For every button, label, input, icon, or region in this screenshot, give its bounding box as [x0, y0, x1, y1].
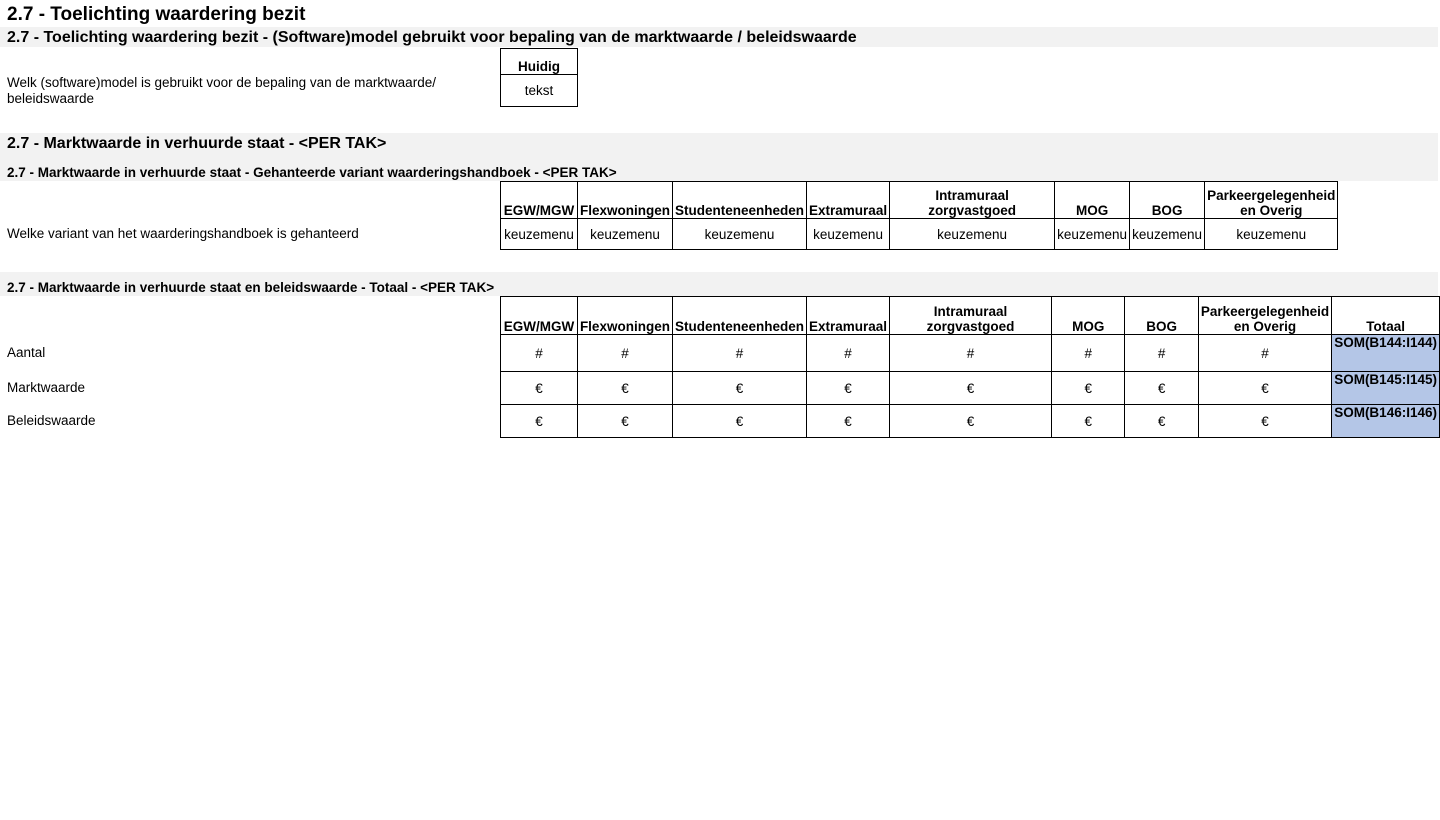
variant-col-mog: MOG	[1055, 182, 1130, 219]
variant-col-egw-mgw: EGW/MGW	[501, 182, 578, 219]
marktwaarde-cell-bog[interactable]: €	[1125, 372, 1198, 405]
variant-select-egw-mgw[interactable]: keuzemenu	[501, 219, 578, 250]
variant-select-parkeer[interactable]: keuzemenu	[1205, 219, 1338, 250]
marktwaarde-cell-mog[interactable]: €	[1052, 372, 1125, 405]
variant-select-extramuraal[interactable]: keuzemenu	[807, 219, 890, 250]
row-label-aantal: Aantal	[7, 345, 46, 360]
total-col-parkeer: Parkeergelegenheid en Overig	[1198, 297, 1331, 335]
total-col-flexwoningen: Flexwoningen	[577, 297, 672, 335]
model-table	[500, 48, 578, 107]
variant-col-studenteneenheden: Studenteneenheden	[673, 182, 807, 219]
variant-select-intramuraal[interactable]: keuzemenu	[890, 219, 1055, 250]
aantal-cell-egw-mgw[interactable]: #	[501, 335, 578, 372]
total-col-totaal: Totaal	[1332, 297, 1440, 335]
total-col-mog: MOG	[1052, 297, 1125, 335]
aantal-cell-flexwoningen[interactable]: #	[577, 335, 672, 372]
variant-table	[500, 181, 1338, 250]
variant-col-parkeer: Parkeergelegenheid en Overig	[1205, 182, 1338, 219]
marktwaarde-cell-parkeer[interactable]: €	[1198, 372, 1331, 405]
variant-question-label: Welke variant van het waarderingshandboek is gehanteerd	[7, 226, 359, 241]
total-col-studenteneenheden: Studenteneenheden	[672, 297, 806, 335]
variant-select-bog[interactable]: keuzemenu	[1130, 219, 1205, 250]
table-row	[501, 335, 1440, 372]
marktwaarde-cell-extramuraal[interactable]: €	[806, 372, 889, 405]
marktwaarde-cell-studenteneenheden[interactable]: €	[672, 372, 806, 405]
beleidswaarde-cell-egw-mgw[interactable]: €	[501, 405, 578, 438]
model-question-label: Welk (software)model is gebruikt voor de bepaling van de marktwaarde/ beleidswaarde	[7, 75, 436, 106]
beleidswaarde-cell-mog[interactable]: €	[1052, 405, 1125, 438]
variant-select-flexwoningen[interactable]: keuzemenu	[578, 219, 673, 250]
row-label-marktwaarde: Marktwaarde	[7, 380, 86, 395]
beleidswaarde-cell-extramuraal[interactable]: €	[806, 405, 889, 438]
model-column-header: Huidig	[501, 49, 578, 75]
marktwaarde-total-cell[interactable]: SOM(B145:I145)	[1332, 372, 1440, 405]
total-col-bog: BOG	[1125, 297, 1198, 335]
variant-col-bog: BOG	[1130, 182, 1205, 219]
aantal-cell-mog[interactable]: #	[1052, 335, 1125, 372]
beleidswaarde-total-cell[interactable]: SOM(B146:I146)	[1332, 405, 1440, 438]
variant-select-mog[interactable]: keuzemenu	[1055, 219, 1130, 250]
marktwaarde-cell-flexwoningen[interactable]: €	[577, 372, 672, 405]
variant-col-flexwoningen: Flexwoningen	[578, 182, 673, 219]
variant-col-intramuraal: Intramuraal zorgvastgoed	[890, 182, 1055, 219]
total-col-egw-mgw: EGW/MGW	[501, 297, 578, 335]
row-label-beleidswaarde: Beleidswaarde	[7, 413, 96, 428]
total-col-intramuraal: Intramuraal zorgvastgoed	[890, 297, 1052, 335]
aantal-cell-studenteneenheden[interactable]: #	[672, 335, 806, 372]
total-col-extramuraal: Extramuraal	[806, 297, 889, 335]
beleidswaarde-cell-parkeer[interactable]: €	[1198, 405, 1331, 438]
aantal-total-cell[interactable]: SOM(B144:I144)	[1332, 335, 1440, 372]
aantal-cell-parkeer[interactable]: #	[1198, 335, 1331, 372]
section-heading-total: 2.7 - Marktwaarde in verhuurde staat en beleidswaarde - Totaal - <PER TAK>	[7, 280, 495, 295]
variant-select-studenteneenheden[interactable]: keuzemenu	[673, 219, 807, 250]
section-subheading-variant: 2.7 - Marktwaarde in verhuurde staat - Gehanteerde variant waarderingshandboek - <PER TAK>	[7, 165, 617, 180]
beleidswaarde-cell-flexwoningen[interactable]: €	[577, 405, 672, 438]
page-title: 2.7 - Toelichting waardering bezit	[7, 4, 306, 25]
total-table	[500, 296, 1440, 438]
aantal-cell-intramuraal[interactable]: #	[890, 335, 1052, 372]
marktwaarde-cell-intramuraal[interactable]: €	[890, 372, 1052, 405]
section-heading-model: 2.7 - Toelichting waardering bezit - (Software)model gebruikt voor bepaling van de marktwaarde / beleidswaarde	[7, 29, 857, 46]
table-row	[501, 372, 1440, 405]
beleidswaarde-cell-studenteneenheden[interactable]: €	[672, 405, 806, 438]
marktwaarde-cell-egw-mgw[interactable]: €	[501, 372, 578, 405]
section-heading-market: 2.7 - Marktwaarde in verhuurde staat - <PER TAK>	[7, 135, 387, 152]
aantal-cell-extramuraal[interactable]: #	[806, 335, 889, 372]
variant-col-extramuraal: Extramuraal	[807, 182, 890, 219]
beleidswaarde-cell-intramuraal[interactable]: €	[890, 405, 1052, 438]
model-input-cell[interactable]: tekst	[501, 75, 578, 107]
beleidswaarde-cell-bog[interactable]: €	[1125, 405, 1198, 438]
aantal-cell-bog[interactable]: #	[1125, 335, 1198, 372]
table-row	[501, 405, 1440, 438]
